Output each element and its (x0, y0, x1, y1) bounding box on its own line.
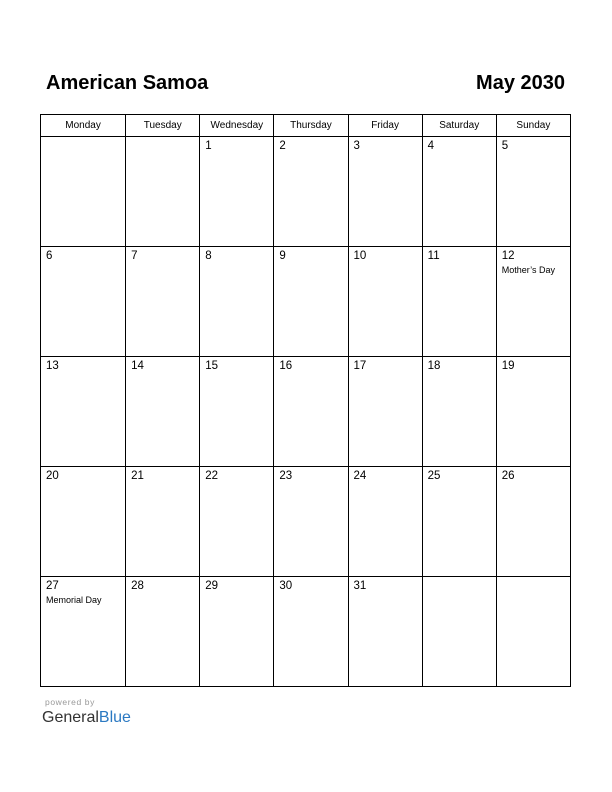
day-cell (126, 357, 200, 467)
day-cell (200, 467, 274, 577)
holiday-label: Mother’s Day (501, 265, 555, 275)
weekday-header: Monday (41, 115, 126, 137)
day-number: 8 (205, 250, 212, 262)
day-cell (496, 137, 570, 247)
day-number: 25 (427, 470, 441, 482)
region-title: American Samoa (46, 72, 209, 94)
day-cell (41, 467, 126, 577)
weekday-header: Saturday (422, 115, 496, 137)
day-number: 2 (279, 140, 286, 152)
day-number: 22 (205, 470, 219, 482)
day-cell (422, 137, 496, 247)
day-number: 10 (353, 250, 367, 262)
day-cell (200, 137, 274, 247)
day-number: 27 (46, 580, 59, 592)
day-number (497, 577, 570, 580)
day-cell (348, 247, 422, 357)
day-number: 11 (427, 250, 440, 262)
day-number: 19 (501, 360, 515, 372)
day-cell (41, 137, 126, 247)
day-number: 21 (131, 470, 144, 482)
day-cell (200, 357, 274, 467)
day-number: 28 (131, 580, 144, 592)
holiday-label: Memorial Day (46, 595, 102, 605)
day-number: 3 (353, 140, 360, 152)
day-cell (274, 137, 348, 247)
day-number: 13 (46, 360, 59, 372)
week-row (41, 137, 571, 247)
day-cell (422, 467, 496, 577)
day-cell (496, 577, 570, 687)
day-cell (126, 467, 200, 577)
day-number: 9 (279, 250, 286, 262)
weekday-header: Friday (348, 115, 422, 137)
day-number: 26 (501, 470, 515, 482)
brand-logo[interactable] (42, 709, 131, 727)
day-cell (348, 137, 422, 247)
day-number: 1 (205, 140, 212, 152)
day-number: 29 (205, 580, 219, 592)
day-cell (41, 577, 126, 687)
day-number (41, 137, 125, 140)
week-row (41, 247, 571, 357)
day-number: 12 (501, 250, 515, 262)
week-row (41, 577, 571, 687)
day-number: 23 (279, 470, 293, 482)
day-number: 14 (131, 360, 144, 372)
month-year-title: May 2030 (476, 72, 565, 94)
weekday-header-row (41, 115, 571, 137)
day-number: 31 (353, 580, 367, 592)
day-number: 4 (427, 140, 435, 152)
day-number: 24 (353, 470, 367, 482)
day-cell (274, 357, 348, 467)
day-cell (496, 467, 570, 577)
day-number: 6 (46, 250, 53, 262)
weekday-header: Thursday (274, 115, 348, 137)
day-number: 15 (205, 360, 219, 372)
day-number (126, 137, 199, 140)
day-cell (348, 357, 422, 467)
day-number: 18 (427, 360, 441, 372)
calendar-grid (40, 114, 571, 687)
day-number (423, 577, 496, 580)
day-number: 30 (279, 580, 293, 592)
day-cell (348, 577, 422, 687)
day-number: 7 (131, 250, 138, 262)
day-cell (41, 357, 126, 467)
day-cell (496, 247, 570, 357)
day-number: 20 (46, 470, 59, 482)
weekday-header: Sunday (496, 115, 570, 137)
day-cell (422, 247, 496, 357)
day-cell (274, 577, 348, 687)
brand-name-part2: Blue (98, 709, 131, 726)
day-cell (126, 247, 200, 357)
weekday-header: Wednesday (200, 115, 274, 137)
brand-name-part1: General (42, 709, 99, 726)
week-row (41, 357, 571, 467)
weekday-header: Tuesday (126, 115, 200, 137)
day-cell (274, 467, 348, 577)
day-cell (126, 137, 200, 247)
day-cell (126, 577, 200, 687)
day-cell (422, 357, 496, 467)
day-cell (200, 247, 274, 357)
week-row (41, 467, 571, 577)
powered-by-label: powered by (45, 697, 95, 707)
day-number: 17 (353, 360, 367, 372)
day-cell (274, 247, 348, 357)
day-number: 5 (501, 140, 509, 152)
day-cell (200, 577, 274, 687)
day-number: 16 (279, 360, 293, 372)
day-cell (41, 247, 126, 357)
day-cell (496, 357, 570, 467)
day-cell (348, 467, 422, 577)
day-cell (422, 577, 496, 687)
